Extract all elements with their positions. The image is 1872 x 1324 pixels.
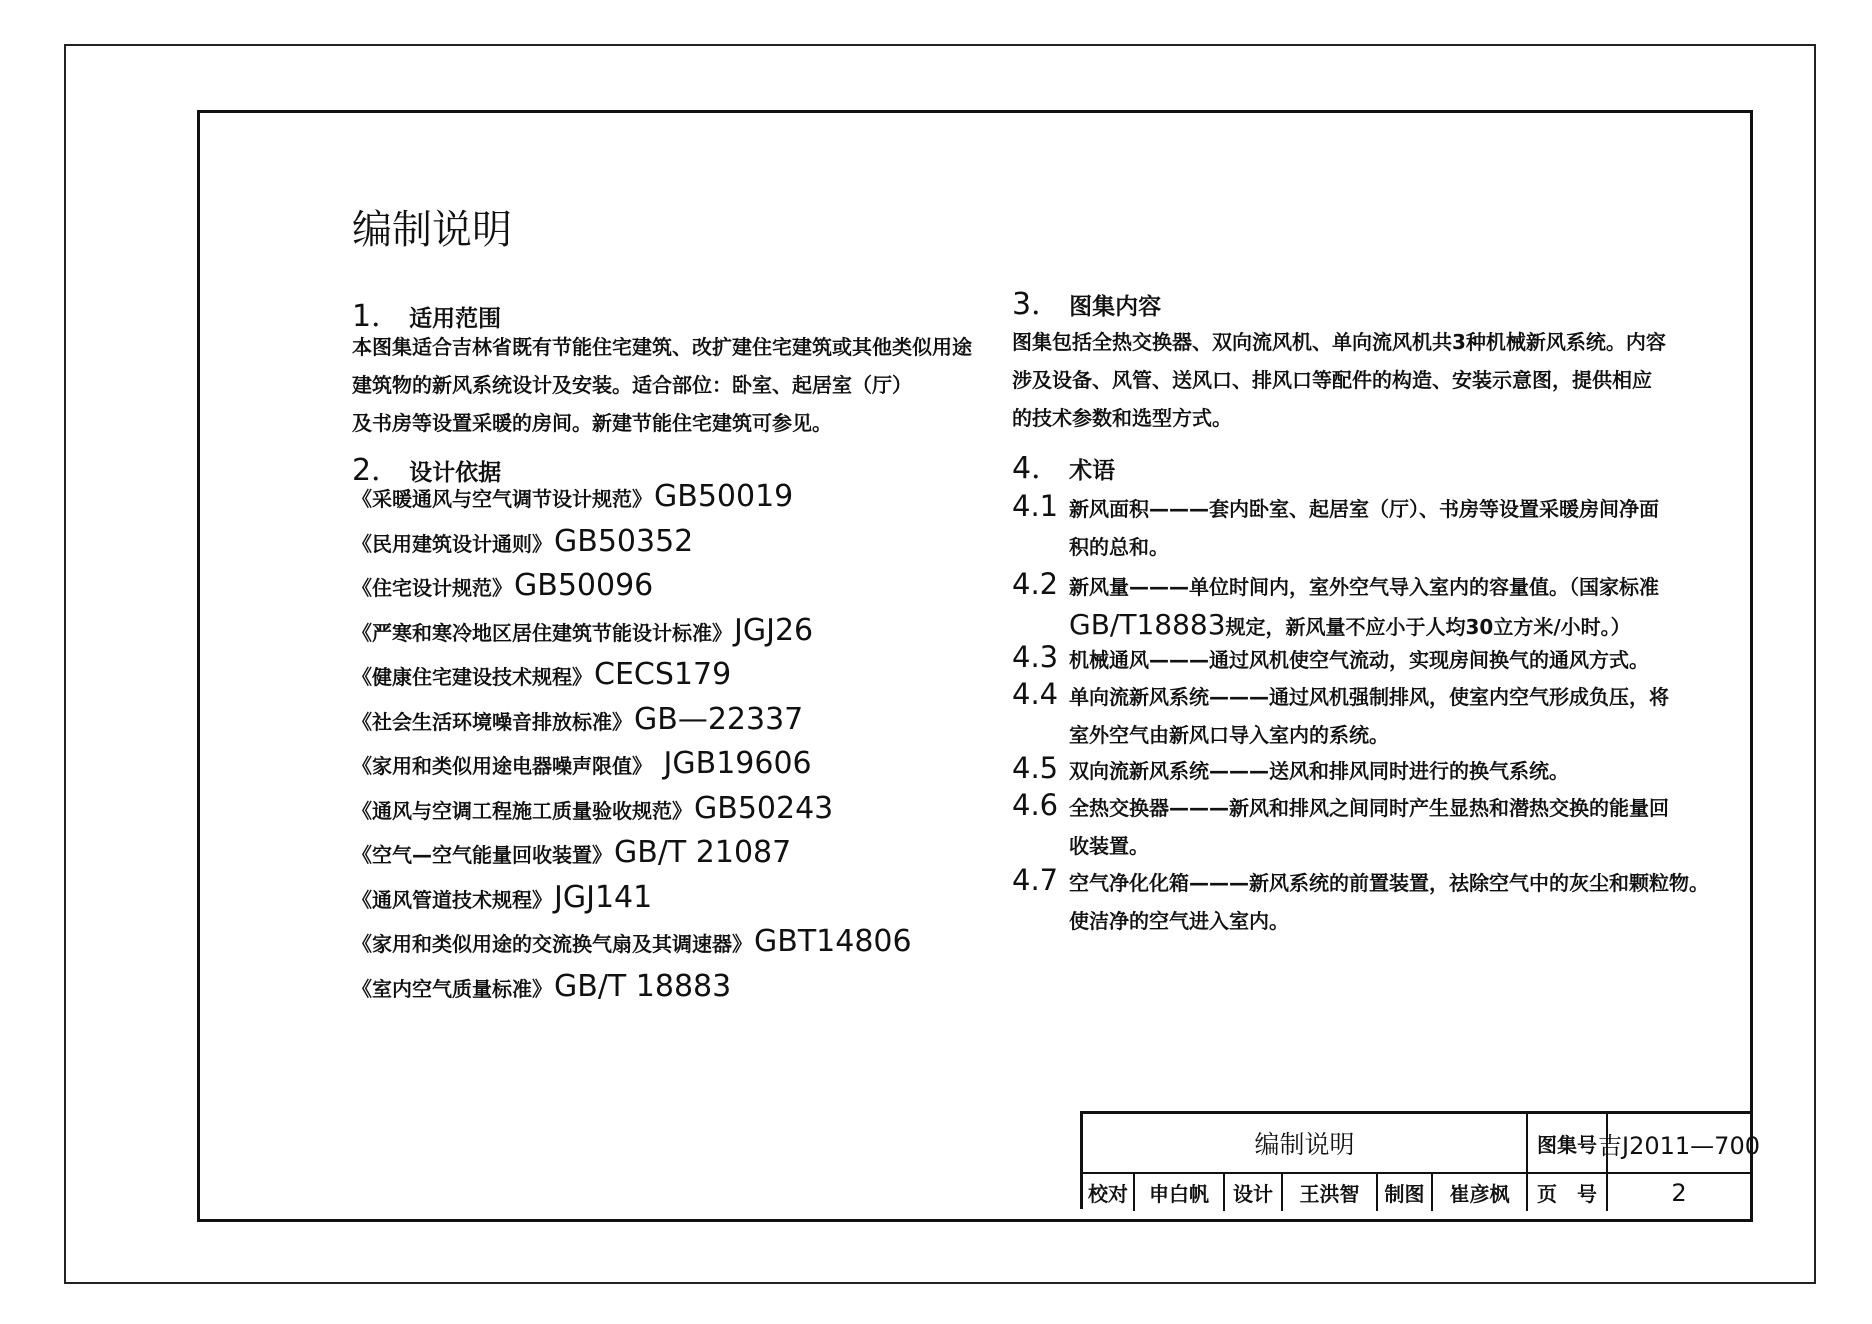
term-text: 双向流新风系统———送风和排风同时进行的换气系统。 (1069, 759, 1569, 783)
section3-body (1012, 323, 1666, 437)
section3-heading-text: 图集内容 (1069, 294, 1162, 320)
term-text: 全热交换器———新风和排风之间同时产生显热和潜热交换的能量回 (1069, 796, 1669, 820)
term-item (1012, 749, 1672, 790)
standard-code: JGB19606 (654, 746, 812, 781)
standard-code: GB—22337 (634, 701, 804, 737)
term-number: 4.1 (1012, 489, 1059, 523)
list-item (352, 475, 912, 520)
list-item (352, 564, 912, 609)
term-text: 新风面积———套内卧室、起居室（厅）、书房等设置采暖房间净面 (1069, 497, 1659, 521)
page-no: 2 (1671, 1178, 1687, 1207)
term-continuation: 积的总和。 (1069, 535, 1169, 559)
list-item (352, 609, 912, 654)
standard-name: 《住宅设计规范》 (352, 576, 512, 600)
term-number: 4.4 (1012, 677, 1059, 711)
section1-heading-text: 适用范围 (409, 306, 502, 332)
section2-number: 2． (352, 453, 402, 488)
section4-heading (1012, 443, 1115, 487)
standard-name: 《社会生活环境噪音排放标准》 (352, 709, 632, 734)
standard-code: GBT14806 (754, 924, 912, 959)
term-continuation: 规定，新风量不应小于人均30立方米/小时。） (1225, 615, 1631, 639)
section1-body (352, 328, 972, 442)
draw-name: 崔彦枫 (1433, 1174, 1528, 1211)
standard-code: JGJ141 (554, 879, 653, 915)
check-name: 申白帆 (1135, 1174, 1225, 1211)
standard-code: GB/T 18883 (554, 968, 732, 1004)
list-item (352, 698, 912, 743)
term-item (1012, 565, 1672, 646)
term-item (1012, 675, 1672, 754)
standard-name: 《健康住宅建设技术规程》 (352, 665, 592, 689)
term-item (1012, 638, 1672, 679)
standard-code: JGJ26 (734, 612, 814, 648)
section2-heading-text: 设计依据 (409, 460, 502, 486)
standard-name: 《严寒和寒冷地区居住建筑节能设计标准》 (352, 620, 732, 645)
term-text: 机械通风———通过风机使空气流动，实现房间换气的通风方式。 (1069, 648, 1649, 672)
atlas-no-label: 图集号 (1528, 1114, 1608, 1172)
term-number: 4.3 (1012, 640, 1059, 674)
standard-code: GB50019 (654, 479, 794, 514)
page-title: 编制说明 (352, 207, 512, 253)
draw-label: 制图 (1378, 1174, 1433, 1211)
list-item (352, 787, 912, 832)
section1-number: 1． (352, 299, 402, 334)
drawing-inner-border (197, 110, 1760, 1222)
section3-line: 的技术参数和选型方式。 (1012, 406, 1232, 430)
term-number: 4.5 (1012, 751, 1059, 785)
term-number: 4.6 (1012, 788, 1059, 822)
list-item (352, 965, 912, 1010)
standard-name: 《空气—空气能量回收装置》 (352, 843, 612, 867)
section4-number: 4． (1012, 451, 1062, 486)
term-continuation: 使洁净的空气进入室内。 (1069, 909, 1289, 933)
standard-name: 《通风与空调工程施工质量验收规范》 (352, 798, 692, 823)
design-name: 王洪智 (1283, 1174, 1378, 1211)
atlas-no: 吉J2011—700 (1598, 1131, 1760, 1160)
section3-heading (1012, 279, 1161, 323)
standard-code: GB/T 21087 (614, 835, 792, 870)
section4-heading-text: 术语 (1069, 458, 1116, 484)
check-label: 校对 (1083, 1174, 1135, 1211)
section3-line: 图集包括全热交换器、双向流风机、单向流风机共3种机械新风系统。内容 (1012, 330, 1666, 354)
standard-code: CECS179 (594, 657, 732, 692)
term-standard-code: GB/T18883 (1069, 608, 1226, 641)
page-no-label: 页 号 (1528, 1174, 1608, 1211)
standard-code: GB50096 (514, 568, 654, 603)
term-item (1012, 487, 1672, 566)
term-text: 单向流新风系统———通过风机强制排风，使室内空气形成负压，将 (1069, 685, 1669, 709)
section3-number: 3． (1012, 287, 1062, 322)
list-item (352, 653, 912, 698)
standards-list (352, 475, 912, 1009)
term-text: 空气净化化箱———新风系统的前置装置，祛除空气中的灰尘和颗粒物。 (1069, 871, 1709, 895)
title-block (1080, 1111, 1760, 1209)
standard-name: 《家用和类似用途的交流换气扇及其调速器》 (352, 932, 752, 956)
standard-name: 《民用建筑设计通则》 (352, 531, 552, 556)
term-number: 4.2 (1012, 567, 1059, 601)
term-item (1012, 861, 1709, 940)
list-item (352, 831, 912, 876)
section1-line: 建筑物的新风系统设计及安装。适合部位：卧室、起居室（厅） (352, 373, 912, 397)
list-item (352, 742, 912, 787)
design-label: 设计 (1225, 1174, 1283, 1211)
list-item (352, 876, 912, 921)
standard-code: GB50243 (694, 790, 834, 826)
term-number: 4.7 (1012, 863, 1059, 897)
section3-line: 涉及设备、风管、送风口、排风口等配件的构造、安装示意图，提供相应 (1012, 368, 1652, 392)
term-item (1012, 786, 1672, 865)
standard-code: GB50352 (554, 523, 694, 559)
standard-name: 《采暖通风与空气调节设计规范》 (352, 487, 652, 511)
drawing-title: 编制说明 (1083, 1114, 1528, 1172)
list-item (352, 520, 912, 565)
standard-name: 《通风管道技术规程》 (352, 887, 552, 912)
standard-name: 《家用和类似用途电器噪声限值》 (352, 754, 652, 778)
list-item (352, 920, 912, 965)
term-text: 新风量———单位时间内，室外空气导入室内的容量值。（国家标准 (1069, 575, 1659, 599)
section1-line: 本图集适合吉林省既有节能住宅建筑、改扩建住宅建筑或其他类似用途 (352, 335, 972, 359)
section1-line: 及书房等设置采暖的房间。新建节能住宅建筑可参见。 (352, 411, 832, 435)
term-continuation: 收装置。 (1069, 834, 1149, 858)
standard-name: 《室内空气质量标准》 (352, 976, 552, 1001)
term-continuation: 室外空气由新风口导入室内的系统。 (1069, 723, 1389, 747)
